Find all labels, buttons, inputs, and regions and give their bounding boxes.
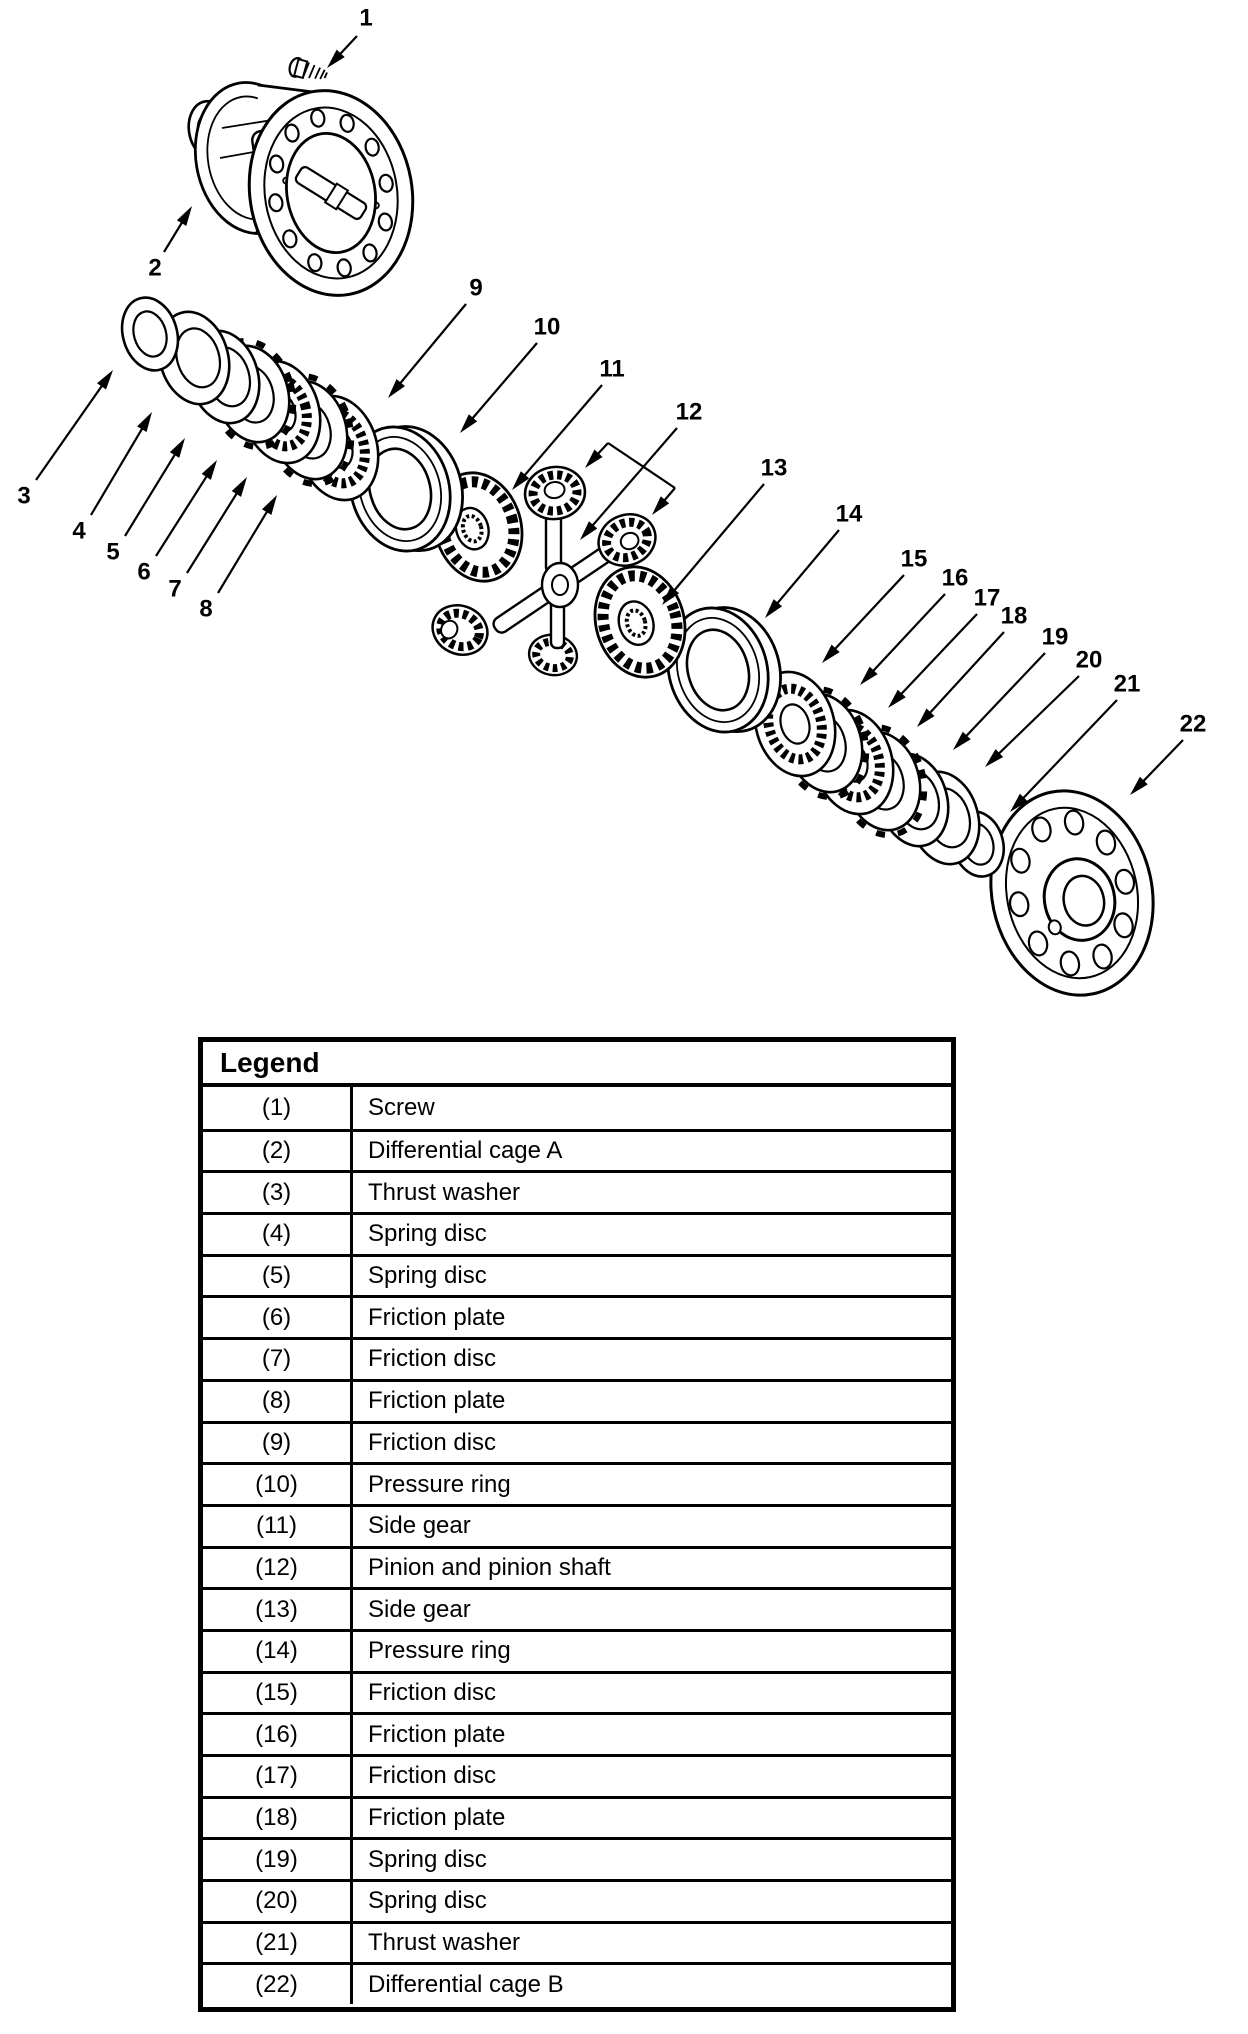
part-differential-cage-a (184, 73, 429, 308)
legend-row-number: (17) (203, 1757, 353, 1796)
part-pinion-top (522, 463, 589, 523)
legend-row-number: (15) (203, 1674, 353, 1713)
legend-row-name: Friction disc (368, 1762, 497, 1790)
legend-row-number: (19) (203, 1840, 353, 1879)
legend-row (203, 1796, 951, 1838)
legend-row-name: Spring disc (368, 1220, 487, 1248)
callout-number: 1 (359, 4, 373, 32)
legend-row-name: Thrust washer (368, 1929, 521, 1957)
legend-row (203, 1712, 951, 1754)
callout-4 (72, 412, 152, 545)
callout-number: 15 (900, 545, 928, 573)
callout-10 (460, 314, 560, 434)
legend-row (203, 1962, 951, 2004)
legend-row-name: Pinion and pinion shaft (368, 1553, 611, 1581)
part-screw (288, 57, 329, 85)
callout-number: 20 (1075, 646, 1103, 674)
legend-row-number: (8) (203, 1382, 353, 1421)
legend-row-name: Spring disc (368, 1887, 487, 1915)
legend-row (203, 1295, 951, 1337)
legend-table (198, 1037, 956, 2012)
callout-number: 19 (1041, 623, 1069, 651)
callout-number: 13 (760, 454, 788, 482)
legend-row-number: (21) (203, 1924, 353, 1963)
callout-number: 10 (533, 313, 561, 341)
callout-number: 5 (106, 538, 120, 566)
legend-title: Legend (203, 1042, 951, 1087)
part-pinion-bottom-left (425, 597, 496, 664)
legend-row-number: (7) (203, 1340, 353, 1379)
legend-row-number: (13) (203, 1590, 353, 1629)
callout-3 (17, 370, 113, 510)
legend-row-name: Friction plate (368, 1387, 506, 1415)
legend-row-number: (4) (203, 1215, 353, 1254)
part-differential-cage-b (972, 776, 1171, 1011)
callout-20 (985, 647, 1102, 768)
callout-5 (106, 438, 185, 566)
legend-row-name: Friction plate (368, 1720, 506, 1748)
callout-number: 22 (1179, 710, 1207, 738)
callout-6 (137, 460, 217, 586)
legend-row-number: (20) (203, 1882, 353, 1921)
legend-row (203, 1504, 951, 1546)
legend-row-name: Friction disc (368, 1428, 497, 1456)
legend-row (203, 1254, 951, 1296)
callout-number: 18 (1000, 602, 1028, 630)
legend-row (203, 1629, 951, 1671)
callout-14 (765, 501, 863, 619)
legend-row (203, 1671, 951, 1713)
legend-row-number: (6) (203, 1298, 353, 1337)
legend-row-name: Thrust washer (368, 1178, 521, 1206)
legend-row-number: (1) (203, 1087, 353, 1129)
legend-row (203, 1754, 951, 1796)
callout-2 (148, 206, 192, 282)
callout-number: 3 (17, 482, 31, 510)
legend-row-number: (2) (203, 1132, 353, 1171)
callout-16 (860, 565, 968, 686)
legend-row (203, 1129, 951, 1171)
legend-row-name: Screw (368, 1093, 435, 1121)
legend-row (203, 1546, 951, 1588)
legend-row-name: Differential cage B (368, 1970, 564, 1998)
legend-row (203, 1087, 951, 1129)
callout-9 (388, 275, 483, 399)
callout-18 (917, 603, 1027, 728)
legend-rows (203, 1087, 951, 2004)
legend-row-number: (16) (203, 1715, 353, 1754)
legend-row-name: Side gear (368, 1595, 471, 1623)
legend-row-name: Friction plate (368, 1303, 506, 1331)
callout-number: 7 (168, 575, 182, 603)
legend-row-name: Friction plate (368, 1804, 506, 1832)
legend-row-name: Pressure ring (368, 1637, 511, 1665)
legend-row-number: (10) (203, 1465, 353, 1504)
legend-row (203, 1212, 951, 1254)
callout-1 (327, 5, 373, 69)
legend-row (203, 1462, 951, 1504)
callout-number: 12 (675, 398, 703, 426)
callout-7 (168, 477, 247, 603)
callout-number: 11 (599, 355, 625, 383)
legend-row-name: Side gear (368, 1512, 471, 1540)
legend-row (203, 1879, 951, 1921)
legend-row-number: (22) (203, 1965, 353, 2004)
callout-number: 2 (148, 254, 162, 282)
legend-row (203, 1421, 951, 1463)
legend-row-number: (12) (203, 1549, 353, 1588)
legend-row (203, 1379, 951, 1421)
legend-row-number: (11) (203, 1507, 353, 1546)
legend-row-number: (14) (203, 1632, 353, 1671)
legend-row-name: Spring disc (368, 1845, 487, 1873)
callout-number: 16 (941, 564, 969, 592)
legend-row (203, 1921, 951, 1963)
callout-17 (888, 585, 1000, 709)
legend-row-number: (9) (203, 1424, 353, 1463)
callout-number: 8 (199, 595, 213, 623)
legend-row-name: Differential cage A (368, 1137, 563, 1165)
legend-row (203, 1170, 951, 1212)
legend-row (203, 1337, 951, 1379)
callout-number: 21 (1113, 670, 1141, 698)
callout-15 (822, 546, 927, 664)
callout-number: 6 (137, 558, 151, 586)
callout-number: 9 (469, 274, 483, 302)
legend-row-name: Friction disc (368, 1345, 497, 1373)
callout-number: 4 (72, 517, 86, 545)
callout-8 (199, 495, 277, 623)
legend-row-number: (5) (203, 1257, 353, 1296)
callout-number: 14 (835, 500, 863, 528)
legend-row (203, 1837, 951, 1879)
callout-number: 17 (973, 584, 1001, 612)
legend-row (203, 1587, 951, 1629)
legend-row-number: (18) (203, 1799, 353, 1838)
callout-13 (662, 455, 787, 606)
legend-row-name: Pressure ring (368, 1470, 511, 1498)
legend-row-name: Spring disc (368, 1262, 487, 1290)
legend-row-number: (3) (203, 1173, 353, 1212)
callout-19 (953, 624, 1068, 751)
legend-row-name: Friction disc (368, 1678, 497, 1706)
callout-22 (1130, 711, 1206, 796)
